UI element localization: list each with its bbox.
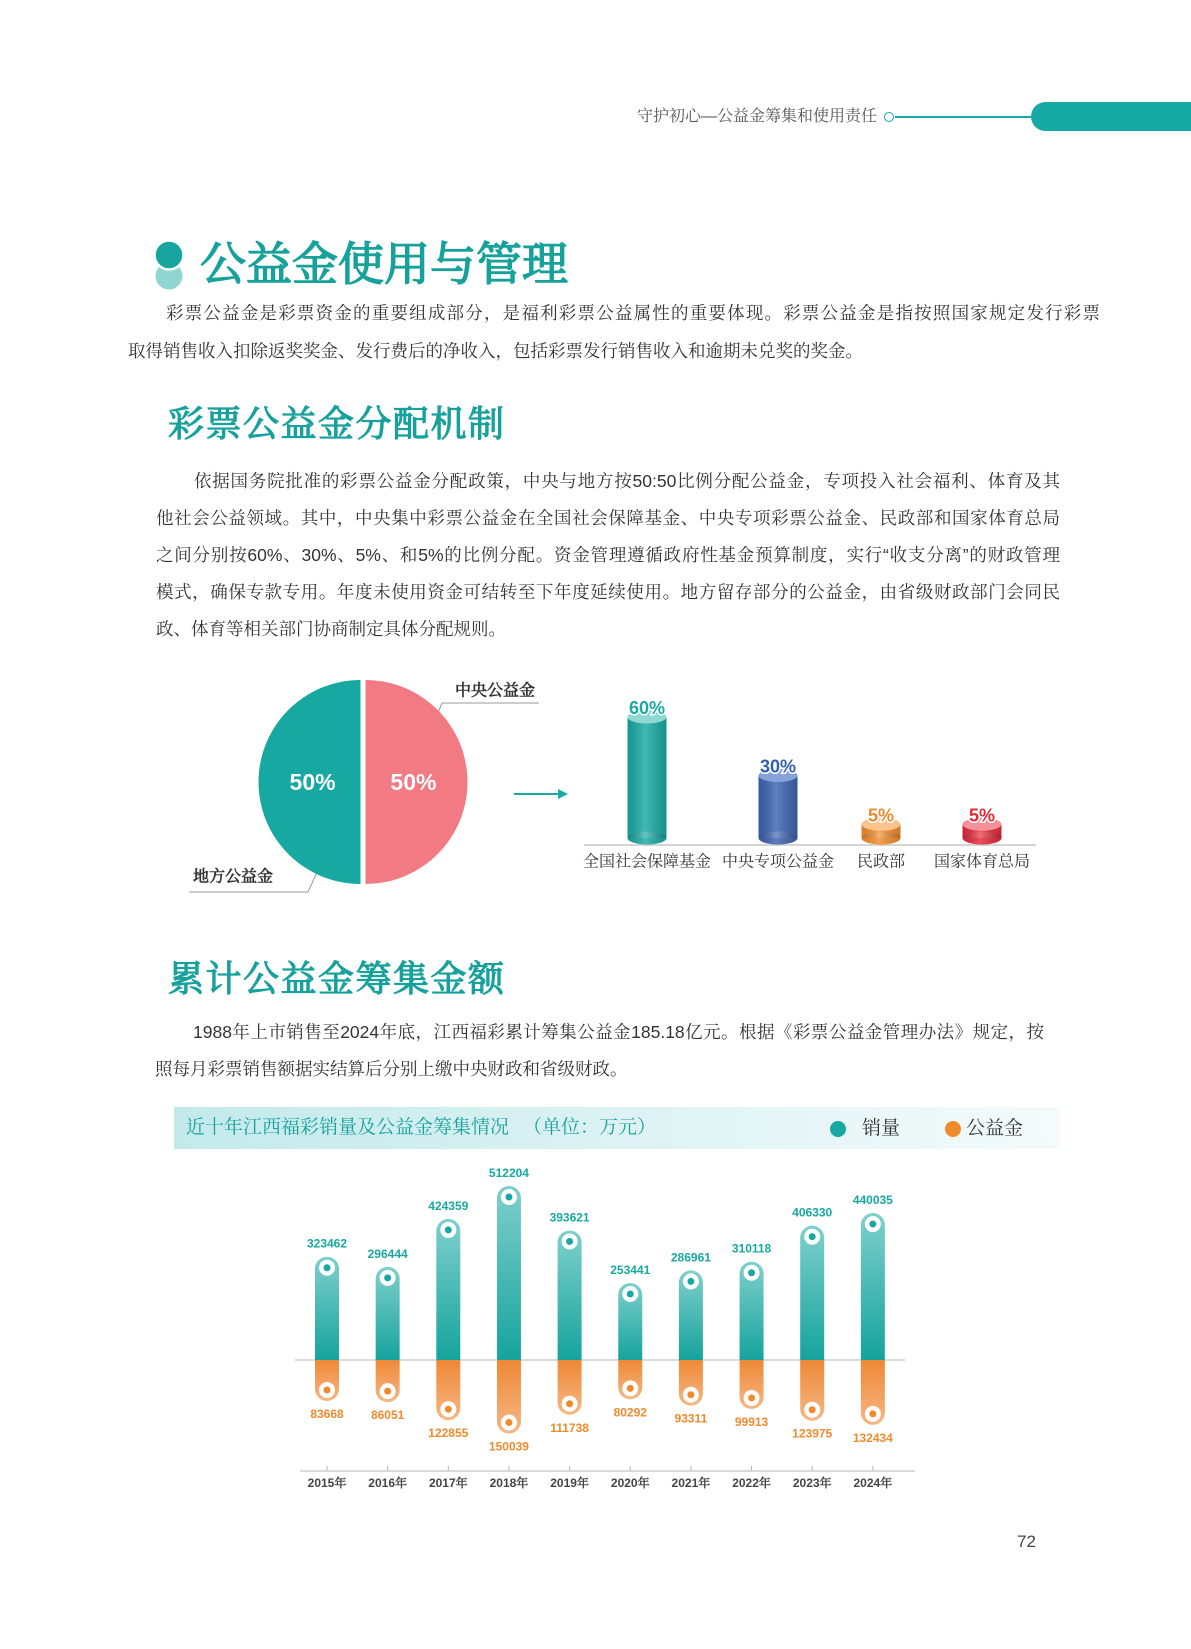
x-tick-label: 2017年: [428, 1476, 468, 1490]
sales-bar: [497, 1186, 521, 1360]
paragraph-line: 之间分别按60%、30%、5%、和5%的比例分配。资金管理遵循政府性基金预算制度，实行“收支分离”的财政管理: [156, 545, 1060, 565]
arrow-right-icon: [512, 784, 572, 804]
x-tick-label: 2023年: [792, 1476, 832, 1490]
sales-bar: [558, 1230, 582, 1360]
fund-marker-dot: [869, 1410, 876, 1417]
header-tab-decoration: [1031, 102, 1191, 131]
legend-fund-dot-icon: [945, 1121, 961, 1137]
paragraph-line: 依据国务院批准的彩票公益金分配政策，中央与地方按50:50比例分配公益金，专项投入社会福利、体育及其: [194, 471, 1060, 491]
sales-marker-dot: [505, 1194, 512, 1201]
fund-value-label: 122855: [428, 1426, 469, 1441]
page-title: 公益金使用与管理: [200, 238, 568, 290]
chart-unit: （单位：万元）: [523, 1117, 657, 1138]
x-tick-label: 2015年: [307, 1476, 347, 1490]
fund-marker-dot: [627, 1385, 634, 1392]
cylinder-base-shading: [759, 832, 798, 845]
sales-marker-dot: [384, 1274, 391, 1281]
sales-value-label: 424359: [428, 1198, 469, 1213]
header-rule: [895, 116, 1031, 118]
cylinder-value-label: 30%: [759, 756, 797, 777]
legend-sales-label: 销量: [862, 1118, 901, 1139]
cylinder-shading: [759, 776, 798, 839]
fund-value-label: 86051: [370, 1408, 405, 1423]
x-tick-label: 2019年: [550, 1476, 589, 1490]
legend-fund-label: 公益金: [966, 1118, 1024, 1139]
x-tick-label: 2018年: [489, 1476, 529, 1490]
fund-value-label: 123975: [792, 1426, 833, 1441]
header-ring-icon: [884, 112, 894, 122]
distribution-paragraph: [156, 463, 1060, 648]
x-tick-label: 中央专项公益金: [721, 853, 835, 871]
cylinder-base-shading: [963, 832, 1002, 845]
paragraph-line: 彩票公益金是彩票资金的重要组成部分，是福利彩票公益属性的重要体现。彩票公益金是指按照国家规定发行彩票: [166, 303, 1100, 323]
fund-marker-dot: [748, 1394, 755, 1401]
paragraph-line: 他社会公益领域。其中，中央集中彩票公益金在全国社会保障基金、中央专项彩票公益金、民政部和国家体育总局: [156, 508, 1060, 528]
sales-value-label: 253441: [610, 1262, 651, 1277]
sales-marker-dot: [809, 1233, 816, 1240]
sales-value-label: 393621: [549, 1210, 590, 1225]
fund-marker-dot: [384, 1388, 391, 1395]
sales-marker-dot: [324, 1264, 331, 1271]
fund-value-label: 93311: [674, 1411, 708, 1426]
cylinder-base-shading: [628, 832, 667, 845]
x-tick-label: 民政部: [856, 853, 906, 871]
x-tick-label: 全国社会保障基金: [582, 853, 712, 871]
pie-slices: [259, 680, 468, 884]
running-header-title: 守护初心—公益金筹集和使用责任: [636, 108, 877, 125]
fund-value-label: 80292: [613, 1405, 647, 1420]
sales-bar: [436, 1219, 460, 1360]
fund-value-label: 132434: [852, 1430, 893, 1445]
paragraph-line: 照每月彩票销售额据实结算后分别上缴中央财政和省级财政。: [155, 1059, 628, 1079]
pie-slice-label: 50%: [390, 769, 437, 795]
sales-marker-dot: [748, 1269, 755, 1276]
raised-paragraph: [155, 1014, 1044, 1088]
fund-marker-dot: [445, 1406, 452, 1413]
pie-slice-label: 50%: [289, 769, 336, 795]
section-heading-distribution: 彩票公益金分配机制: [168, 403, 506, 444]
fund-value-label: 150039: [488, 1439, 529, 1454]
legend-sales-dot-icon: [830, 1121, 846, 1137]
cylinder-shading: [628, 717, 667, 838]
sales-bar: [861, 1213, 885, 1360]
paragraph-line: 模式，确保专款专用。年度未使用资金可结转至下年度延续使用。地方留存部分的公益金，由省级财政部门会同民: [156, 582, 1060, 602]
fund-marker-dot: [324, 1386, 331, 1393]
paragraph-line: 1988年上市销售至2024年底，江西福彩累计筹集公益金185.18亿元。根据《彩票公益金管理办法》规定，按: [193, 1022, 1044, 1042]
x-tick-label: 国家体育总局: [933, 853, 1031, 871]
chart-title-banner: [174, 1107, 1060, 1149]
cylinder-base-shading: [862, 832, 901, 845]
sales-marker-dot: [627, 1290, 634, 1297]
fund-value-label: 111738: [550, 1420, 589, 1435]
title-bullet-icon: [148, 236, 192, 292]
cylinder-value-label: 60%: [628, 698, 666, 718]
chart-title-text: 近十年江西福彩销量及公益金筹集情况: [186, 1117, 510, 1138]
paragraph-line: 政、体育等相关部门协商制定具体分配规则。: [156, 619, 506, 639]
fund-value-label: 83668: [310, 1406, 344, 1421]
sales-marker-dot: [566, 1238, 573, 1245]
central-allocation-bar-chart: [570, 690, 1050, 880]
sales-value-label: 440035: [852, 1193, 893, 1208]
sales-bar: [800, 1226, 824, 1360]
sales-marker-dot: [869, 1221, 876, 1228]
title-bullet-upper-circle: [155, 241, 184, 270]
x-tick-label: 2020年: [610, 1476, 650, 1490]
ten-year-sales-fund-chart: [280, 1160, 940, 1500]
pie-legend-local: 地方公益金: [193, 868, 274, 886]
x-tick-label: 2016年: [368, 1476, 408, 1490]
section-heading-raised: 累计公益金筹集金额: [168, 958, 506, 999]
fund-marker-dot: [505, 1419, 512, 1426]
x-tick-label: 2022年: [732, 1476, 771, 1490]
cylinder-value-label: 5%: [867, 805, 895, 826]
sales-value-label: 406330: [792, 1205, 833, 1220]
sales-value-label: 296444: [367, 1246, 408, 1261]
sales-value-label: 286961: [670, 1250, 711, 1265]
fund-marker-dot: [809, 1406, 816, 1413]
fund-marker-dot: [687, 1391, 694, 1398]
sales-value-label: 512204: [488, 1166, 529, 1180]
trend-bars: [307, 1166, 893, 1490]
x-tick-label: 2024年: [853, 1476, 893, 1490]
fund-value-label: 99913: [734, 1414, 769, 1429]
sales-value-label: 323462: [306, 1236, 348, 1251]
split-pie-chart: [180, 660, 550, 910]
sales-value-label: 310118: [731, 1241, 772, 1256]
cylinder-value-label: 5%: [968, 805, 996, 826]
chart-title: [186, 1107, 656, 1149]
fund-marker-dot: [566, 1400, 573, 1407]
x-tick-label: 2021年: [671, 1476, 711, 1490]
paragraph-line: 取得销售收入扣除返奖奖金、发行费后的净收入，包括彩票发行销售收入和逾期未兑奖的奖金。: [128, 341, 863, 361]
arrow-head: [558, 789, 568, 799]
pie-legend-central: 中央公益金: [455, 682, 536, 700]
sales-marker-dot: [687, 1278, 694, 1285]
intro-paragraph: [128, 294, 1100, 370]
page-number: 72: [1017, 1532, 1036, 1551]
sales-marker-dot: [445, 1226, 452, 1233]
